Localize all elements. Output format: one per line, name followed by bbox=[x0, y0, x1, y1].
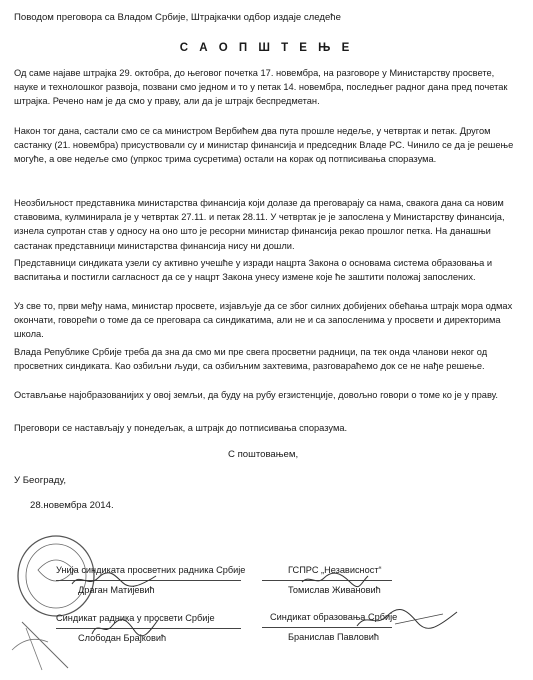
closing-regards: С поштовањем, bbox=[228, 449, 299, 460]
signatory-org-4: Синдикат образовања Србије bbox=[270, 612, 398, 622]
signatory-person-1: Драган Матијевић bbox=[78, 585, 155, 595]
signatory-org-2: Синдикат радника у просвети Србије bbox=[56, 613, 215, 623]
intro-line: Поводом преговора са Владом Србије, Штрајкачки одбор издаје следеће bbox=[14, 12, 341, 23]
paragraph-5: Уз све то, први међу нама, министар просвете, изјављује да се због силних добијених обећања штрајк мора одмах окончати, говорећи о томе да се преговара са синдикатима, али не и са запосленима у просвети и директорима школа. bbox=[14, 301, 513, 340]
paragraph-3: Неозбиљност представника министарства финансија који долазе да преговарају са нама, свакога дана са новим ставовима, кулминирала је у четвртак 27.11. и петак 28.11. У четвртак је је запослена у Министарству финансија, изнела супротан став у односу на оно што је ресорни министар финансија рекао прошлог петка. На данашњи састанак представници министарства финансија нису ни дошли. bbox=[14, 198, 505, 251]
date-line: 28.новембра 2014. bbox=[30, 500, 114, 511]
paragraph-7: Остављање најобразованијих у овој земљи, да буду на рубу егзистенције, довољно говори о томе ко је у праву. bbox=[14, 390, 498, 400]
seal-stamp-icon bbox=[8, 530, 104, 670]
paragraph-1: Од саме најаве штрајка 29. октобра, до његовог почетка 17. новембра, на разговоре у Министарству просвете, науке и технолошког развоја, позвани смо једном и то у петак 14. новембра, последњег радног дана пред почетак штрајка. Речено нам је да смо у праву, али да је штрајк беспредметан. bbox=[14, 68, 508, 107]
handwritten-signature-icon bbox=[355, 606, 460, 632]
signatory-org-1: Унија синдиката просветних радника Србије bbox=[56, 565, 246, 575]
paragraph-2: Након тог дана, састали смо се са министром Вербићем два пута прошле недеље, у четвртак и петак. Другом састанку (21. новембра) присуствовали су и министар финансија и председник Владе РС. Чинило се да је решење могуће, а ове недеље смо (упркос трима сусретима) остали на корак од потписивања споразума. bbox=[14, 126, 514, 165]
paragraph-4: Представници синдиката узели су активно учешће у изради нацрта Закона о основама система образовања и васпитања и постигли сагласност да се у нацрт Закона унесу измене које ће заштити положај запослених. bbox=[14, 258, 493, 283]
signatory-person-3: Томислав Живановић bbox=[288, 585, 381, 595]
paragraph-8: Преговори се настављају у понедељак, а штрајк до потписивања споразума. bbox=[14, 423, 348, 433]
signatory-person-4: Бранислав Павловић bbox=[288, 632, 380, 642]
place-line: У Београду, bbox=[14, 475, 66, 486]
paragraph-6: Влада Републике Србије треба да зна да смо ми пре свега просветни радници, па тек онда чланови неког од просветних синдиката. Као озбиљни људи, са озбиљним захтевима, разговараћемо док се не нађе решење. bbox=[14, 347, 488, 372]
signatory-org-3: ГСПРС „Независност“ bbox=[288, 565, 382, 575]
signatory-person-2: Слободан Брајковић bbox=[78, 633, 167, 643]
document-title: С А О П Ш Т Е Њ Е bbox=[179, 42, 354, 54]
